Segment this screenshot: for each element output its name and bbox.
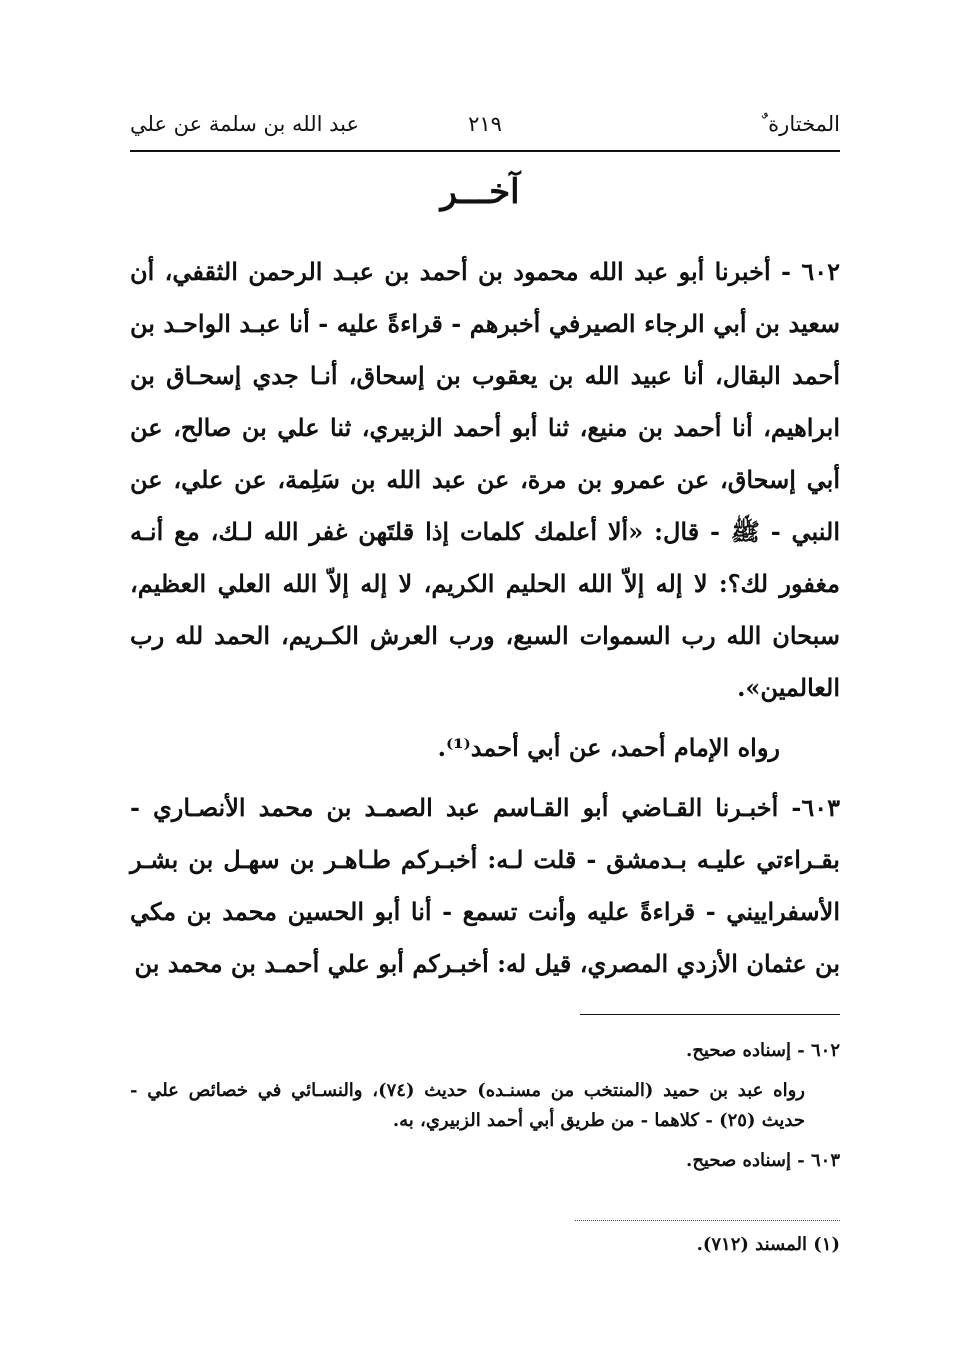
chapter-title: عبد الله بن سلمة عن علي — [130, 112, 359, 136]
hadith-text: أخبـرنا القـاضي أبو القـاسم عبد الصمـد بن محمد الأنصـاري - بقـراءتي عليـه بـدمشق - قلت لـه: أخبـركم طـاهـر بن سهـل بن بشـر الأسفراييني - قراءةً عليه وأنت تسمع - أنا أبو الحسين محمد بن مكي بن عثمان الأزدي المصري، قيل له: أخبـركم أبو علي أحمـد بن محمد بن — [130, 793, 840, 978]
footnote-1: (١) المسند (٧١٢). — [696, 1234, 840, 1255]
hadith-number: ٦٠٢ - — [781, 257, 840, 286]
hadith-number: ٦٠٣- — [791, 793, 840, 822]
footnote-rule — [580, 1014, 840, 1015]
book-title: المختارة ٌ — [762, 112, 840, 136]
footnote-603-status: ٦٠٣ - إسناده صحيح. — [686, 1150, 840, 1171]
footnote-602-status: ٦٠٢ - إسناده صحيح. — [686, 1040, 840, 1061]
footnote-dotted-rule — [575, 1220, 840, 1221]
section-title: آخـــر — [440, 172, 520, 212]
header-rule — [130, 150, 840, 152]
footnote-602-source: رواه عبد بن حميد (المنتخب من مسنـده) حديث (٧٤)، والنسـائي في خصائص علي - حديث (٢٥) - كلاهما - من طريق أبي أحمد الزبيري، به. — [130, 1080, 805, 1131]
page-number: ٢١٩ — [468, 112, 502, 136]
hadith-text: أخبرنا أبو عبد الله محمود بن أحمد بن عبـد الرحمن الثقفي، أن سعيد بن أبي الرجاء الصيرفي أخبرهم - قراءةً عليه - أنا عبـد الواحـد بن أحمد البقال، أنا عبيد الله بن يعقوب بن إسحاق، أنـا جدي إسحـاق بن ابراهيم، أنا أحمد بن منيع، ثنا أبو أحمد الزبيري، ثنا علي بن صالح، عن أبي إسحاق، عن عمرو بن مرة، عن عبد الله بن سَلِمة، عن علي، عن النبي - ﷺ - قال: «ألا أعلمك كلمات إذا قلتَهن غفر الله لـك، مع أنـه مغفور لك؟: لا إله إلاّ الله الحليم الكريم، لا إله إلاّ الله العلي العظيم، سبحان الله رب السموات السبع، ورب العرش الكـريم، الحمد لله رب العالمين». — [130, 257, 840, 702]
hadith-603 — [130, 782, 840, 990]
riwayah-note: رواه الإمام أحمد، عن أبي أحمد⁽¹⁾. — [437, 733, 780, 762]
hadith-602 — [130, 246, 840, 714]
running-header — [130, 112, 840, 152]
